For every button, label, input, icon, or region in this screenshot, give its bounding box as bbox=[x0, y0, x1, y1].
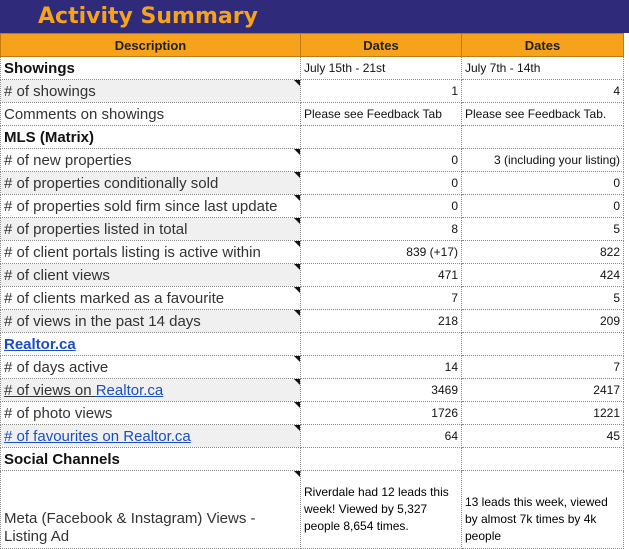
realtor-inline-link[interactable]: Realtor.ca bbox=[95, 381, 164, 399]
header-dates-1[interactable]: Dates bbox=[301, 34, 462, 57]
cell-value[interactable]: 14 bbox=[301, 356, 462, 379]
table-row bbox=[1, 195, 624, 218]
cell-value[interactable]: 3469 bbox=[301, 379, 462, 402]
header-dates-2[interactable]: Dates bbox=[462, 34, 624, 57]
cell-value[interactable]: 64 bbox=[301, 425, 462, 448]
cell-value[interactable] bbox=[462, 333, 624, 356]
page-title: Activity Summary bbox=[38, 4, 258, 29]
favourites-link[interactable]: # of favourites on Realtor.ca bbox=[4, 427, 191, 445]
cell-value[interactable]: 0 bbox=[462, 195, 624, 218]
cell-value[interactable]: 5 bbox=[462, 287, 624, 310]
cell-value[interactable]: July 15th - 21st bbox=[301, 57, 462, 80]
cell-value[interactable]: 1 bbox=[301, 80, 462, 103]
header-description[interactable]: Description bbox=[1, 34, 301, 57]
cell-value[interactable]: 4 bbox=[462, 80, 624, 103]
activity-table bbox=[0, 33, 624, 549]
section-social[interactable]: Social Channels bbox=[1, 448, 301, 471]
table-row bbox=[1, 425, 624, 448]
table-row bbox=[1, 264, 624, 287]
table-row bbox=[1, 218, 624, 241]
cell-value[interactable]: 471 bbox=[301, 264, 462, 287]
cell-value[interactable]: 1726 bbox=[301, 402, 462, 425]
cell-value[interactable] bbox=[462, 126, 624, 149]
cell-description[interactable]: # of photo views bbox=[1, 402, 301, 425]
cell-value[interactable]: 0 bbox=[301, 149, 462, 172]
cell-description[interactable] bbox=[1, 379, 301, 402]
table-row bbox=[1, 310, 624, 333]
table-row bbox=[1, 241, 624, 264]
realtor-link[interactable]: Realtor.ca bbox=[4, 335, 76, 353]
section-realtor-link[interactable] bbox=[1, 333, 301, 356]
table-row bbox=[1, 126, 624, 149]
cell-value[interactable]: 822 bbox=[462, 241, 624, 264]
table-row bbox=[1, 356, 624, 379]
cell-value[interactable]: 2417 bbox=[462, 379, 624, 402]
cell-value[interactable]: 0 bbox=[462, 172, 624, 195]
cell-value[interactable]: 7 bbox=[301, 287, 462, 310]
section-showings[interactable]: Showings bbox=[1, 57, 301, 80]
table-row bbox=[1, 379, 624, 402]
cell-value[interactable]: 424 bbox=[462, 264, 624, 287]
cell-description[interactable]: Comments on showings bbox=[1, 103, 301, 126]
cell-value[interactable]: 3 (including your listing) bbox=[462, 149, 624, 172]
views-label: # of views on bbox=[4, 381, 96, 399]
cell-description[interactable]: # of clients marked as a favourite bbox=[1, 287, 301, 310]
cell-value[interactable]: July 7th - 14th bbox=[462, 57, 624, 80]
table-row bbox=[1, 448, 624, 471]
cell-value[interactable]: Please see Feedback Tab. bbox=[462, 103, 624, 126]
cell-description[interactable]: Meta (Facebook & Instagram) Views - Listing Ad bbox=[1, 471, 301, 549]
cell-description[interactable]: # of properties conditionally sold bbox=[1, 172, 301, 195]
cell-value[interactable]: 7 bbox=[462, 356, 624, 379]
cell-description[interactable]: # of properties sold firm since last update bbox=[1, 195, 301, 218]
table-row bbox=[1, 149, 624, 172]
cell-value[interactable]: 218 bbox=[301, 310, 462, 333]
cell-value[interactable]: 8 bbox=[301, 218, 462, 241]
cell-value[interactable]: 839 (+17) bbox=[301, 241, 462, 264]
cell-description[interactable] bbox=[1, 425, 301, 448]
table-row bbox=[1, 57, 624, 80]
table-row bbox=[1, 402, 624, 425]
cell-description[interactable]: # of showings bbox=[1, 80, 301, 103]
cell-value[interactable]: 209 bbox=[462, 310, 624, 333]
cell-description[interactable]: # of client portals listing is active within bbox=[1, 241, 301, 264]
table-row bbox=[1, 172, 624, 195]
cell-value[interactable]: Riverdale had 12 leads this week! Viewed by 5,327 people 8,654 times. bbox=[301, 471, 462, 549]
cell-description[interactable]: # of new properties bbox=[1, 149, 301, 172]
title-bar bbox=[0, 0, 629, 33]
cell-value[interactable] bbox=[301, 126, 462, 149]
header-row bbox=[1, 34, 624, 57]
section-mls[interactable]: MLS (Matrix) bbox=[1, 126, 301, 149]
cell-value[interactable]: 1221 bbox=[462, 402, 624, 425]
table-row bbox=[1, 287, 624, 310]
cell-value[interactable] bbox=[301, 333, 462, 356]
cell-value[interactable]: 0 bbox=[301, 172, 462, 195]
table-row bbox=[1, 103, 624, 126]
cell-value[interactable] bbox=[462, 448, 624, 471]
cell-value[interactable] bbox=[301, 448, 462, 471]
table-row bbox=[1, 333, 624, 356]
cell-value[interactable]: 45 bbox=[462, 425, 624, 448]
table-row bbox=[1, 80, 624, 103]
cell-value[interactable]: 13 leads this week, viewed by almost 7k times by 4k people bbox=[462, 471, 624, 549]
cell-description[interactable]: # of views in the past 14 days bbox=[1, 310, 301, 333]
cell-description[interactable]: # of client views bbox=[1, 264, 301, 287]
table-row bbox=[1, 471, 624, 549]
cell-description[interactable]: # of properties listed in total bbox=[1, 218, 301, 241]
cell-description[interactable]: # of days active bbox=[1, 356, 301, 379]
cell-value[interactable]: 5 bbox=[462, 218, 624, 241]
cell-value[interactable]: 0 bbox=[301, 195, 462, 218]
cell-value[interactable]: Please see Feedback Tab bbox=[301, 103, 462, 126]
